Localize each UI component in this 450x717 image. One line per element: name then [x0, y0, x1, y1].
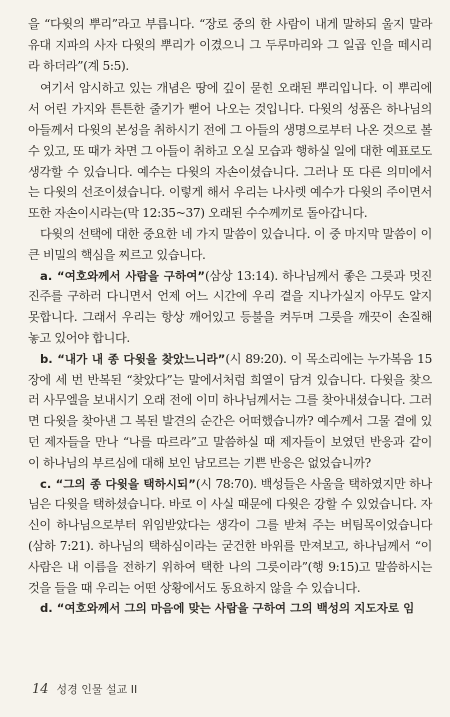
point-c-text: (시 78:70). 백성들은 사울을 택하였지만 하나님은 다윗을 택하셨습니다. 바로 이 사실 때문에 다윗은 강할 수 있었습니다. 자신이 하나님으로부터 위임받았다는 생각이 그를 받쳐 주는 버팀목이었습니다(삼하 7:21). 하나님의 택하심이라는 굳건한 바위를 만져보고, 하나님께서 “이 사람은 내 이름을 전하기 위하여 택한 나의 그릇이라”(행 9:15)고 말씀하시는 것을 들을 때 우리는 어떤 상황에서도 동요하지 않을 수 있습니다. [28, 476, 432, 595]
page-number: 14 [32, 682, 49, 697]
point-d [28, 598, 432, 619]
paragraph-root-concept: 여기서 암시하고 있는 개념은 땅에 깊이 묻힌 오래된 뿌리입니다. 이 뿌리에서 어린 가지와 튼튼한 줄기가 뻗어 나오는 것입니다. 다윗의 성품은 하나님의 아들께서 다윗의 본성을 취하시기 전에 그 아들의 생명으로부터 나온 것으로 볼 수 있고, 또 때가 차면 그 아들이 취하고 오실 모습과 행하실 일에 대한 예표로도 생각할 수 있습니다. 예수는 다윗의 자손이셨습니다. 그러나 또 다른 의미에서는 다윗의 선조이셨습니다. 이렇게 해서 우리는 나사렛 예수가 다윗의 주이면서 또한 자손이시라는(막 12:35~37) 오래된 수수께끼로 돌아갑니다. [28, 81, 432, 221]
point-b-text: (시 89:20). 이 목소리에는 누가복음 15장에 세 번 반복된 “찾았다”는 말에서처럼 희열이 담겨 있습니다. 다윗을 찾으러 사무엘을 보내시기 오래 전에 이미 하나님께서는 그를 찾아내셨습니다. 그러면 다윗을 찾아낸 그 복된 발견의 순간은 어떠했습니까? 예수께서 그물 곁에 있던 제자들을 만나 “나를 따르라”고 말씀하실 때 제자들이 보였던 반응과 같이 이 하나님의 부르심에 대해 보인 남모르는 기쁜 반응은 없었습니까? [28, 351, 432, 470]
page-footer [32, 681, 137, 697]
point-b [28, 349, 432, 474]
point-d-heading: d. “여호와께서 그의 마음에 맞는 사람을 구하여 그의 백성의 지도자로 임 [40, 601, 415, 616]
paragraph-four-words: 다윗의 선택에 대한 중요한 네 가지 말씀이 있습니다. 이 중 마지막 말씀이 이 큰 비밀의 핵심을 찌르고 있습니다. [28, 226, 432, 262]
point-b-heading: b. “내가 내 종 다윗을 찾았느니라” [40, 351, 226, 366]
body-text [28, 14, 432, 619]
point-a-heading: a. “여호와께서 사람을 구하여” [40, 268, 206, 283]
point-a-text: (삼상 13:14). 하나님께서 좋은 그릇과 멋진 진주를 구하러 다니면서 언제 어느 시간에 우리 곁을 지나가실지 아무도 알지 못합니다. 그래서 우리는 항상 깨어있고 등불을 켜두며 그릇을 깨끗이 손질해 놓고 있어야 합니다. [28, 268, 432, 345]
running-title: 성경 인물 설교 II [56, 683, 138, 696]
point-c [28, 474, 432, 599]
point-a [28, 266, 432, 349]
point-c-heading: c. “그의 종 다윗을 택하시되” [40, 476, 196, 491]
paragraph-continued: 을 “다윗의 뿌리”라고 부릅니다. “장로 중의 한 사람이 내게 말하되 울지 말라 유대 지파의 사자 다윗의 뿌리가 이겼으니 그 두루마리와 그 일곱 인을 떼시리라 하더라”(계 5:5). [28, 17, 432, 73]
